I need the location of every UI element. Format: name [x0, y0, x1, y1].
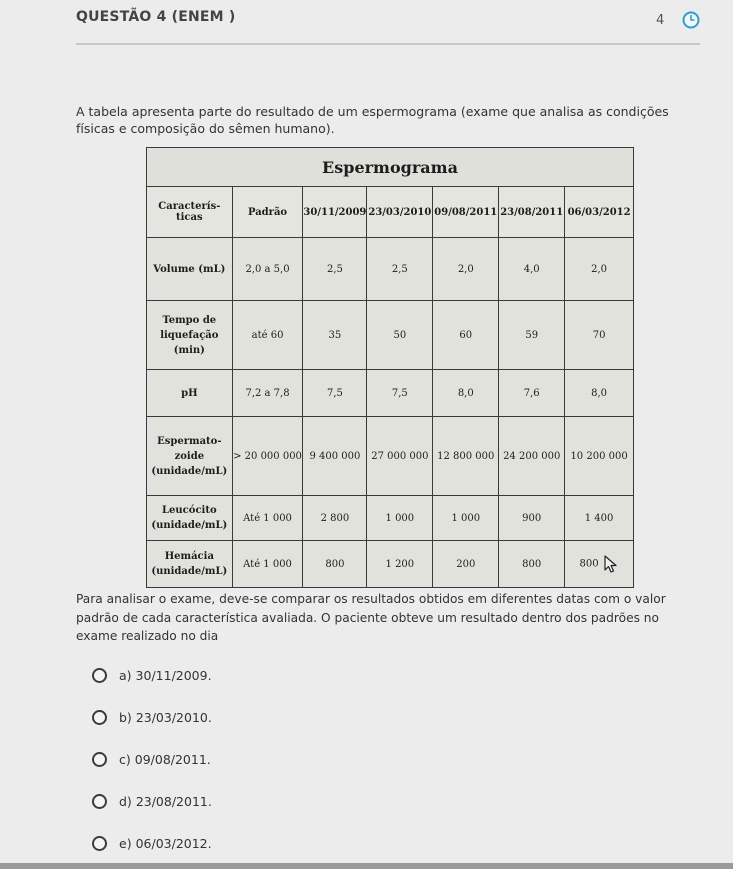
table-cell: 35: [303, 301, 367, 370]
espermograma-table: [146, 147, 634, 588]
option-text: 09/08/2011.: [134, 751, 211, 767]
espermograma-table-image: [146, 147, 634, 588]
table-cell: 60: [433, 301, 499, 370]
table-header-cell: 30/11/2009: [303, 187, 367, 238]
table-cell: 7,5: [367, 370, 433, 417]
table-header-cell: 23/08/2011: [499, 187, 565, 238]
option-letter: e): [119, 835, 132, 851]
table-cell: [565, 541, 634, 588]
table-cell: 9 400 000: [303, 417, 367, 496]
row-header: Hemácia (unidade/mL): [147, 541, 233, 588]
row-header: Leucócito (unidade/mL): [147, 496, 233, 541]
table-cell: 24 200 000: [499, 417, 565, 496]
table-caption: Espermograma: [147, 148, 634, 187]
table-cell: 2,0: [433, 238, 499, 301]
table-header-cell: 09/08/2011: [433, 187, 499, 238]
table-cell: 900: [499, 496, 565, 541]
table-cell: 8,0: [565, 370, 634, 417]
option-text: 30/11/2009.: [135, 667, 212, 683]
table-cell: 800: [303, 541, 367, 588]
table-cell: 7,5: [303, 370, 367, 417]
row-header: Tempo de liquefação (min): [147, 301, 233, 370]
table-cell: até 60: [232, 301, 303, 370]
table-cell: > 20 000 000: [232, 417, 303, 496]
table-cell: 2,5: [367, 238, 433, 301]
row-header: Volume (mL): [147, 238, 233, 301]
option-letter: c): [119, 751, 131, 767]
bottom-bar: [0, 863, 733, 869]
table-row: [147, 238, 634, 301]
option-c[interactable]: [92, 738, 212, 780]
table-cell: 2,0 a 5,0: [232, 238, 303, 301]
table-cell: 50: [367, 301, 433, 370]
table-cell: 27 000 000: [367, 417, 433, 496]
option-text: 06/03/2012.: [135, 835, 212, 851]
radio-button[interactable]: [92, 710, 107, 725]
table-cell: 1 000: [367, 496, 433, 541]
question-text: Para analisar o exame, deve-se comparar os resultados obtidos em diferentes datas com o valor padrão de cada característica avaliada. O paciente obteve um resultado dentro dos padrões no exame realizado no dia: [76, 592, 666, 643]
option-e[interactable]: [92, 822, 212, 864]
option-d[interactable]: [92, 780, 212, 822]
option-a[interactable]: [92, 654, 212, 696]
table-cell: 59: [499, 301, 565, 370]
option-letter: b): [119, 709, 132, 725]
row-header: pH: [147, 370, 233, 417]
table-cell: Até 1 000: [232, 496, 303, 541]
table-row: [147, 301, 634, 370]
table-header-cell: 06/03/2012: [565, 187, 634, 238]
radio-button[interactable]: [92, 752, 107, 767]
question-title: QUESTÃO 4 (ENEM ): [76, 9, 236, 25]
option-b[interactable]: [92, 696, 212, 738]
clock-icon[interactable]: [682, 11, 700, 29]
header-divider: [76, 43, 700, 45]
table-cell: 12 800 000: [433, 417, 499, 496]
table-cell: Até 1 000: [232, 541, 303, 588]
table-cell: 10 200 000: [565, 417, 634, 496]
table-cell: 800: [499, 541, 565, 588]
radio-button[interactable]: [92, 836, 107, 851]
table-cell: 8,0: [433, 370, 499, 417]
table-cell: 7,6: [499, 370, 565, 417]
table-cell: 1 400: [565, 496, 634, 541]
answer-options: [92, 654, 212, 864]
table-cell: 4,0: [499, 238, 565, 301]
table-row: [147, 417, 634, 496]
table-cell: 1 000: [433, 496, 499, 541]
table-row: [147, 541, 634, 588]
radio-button[interactable]: [92, 794, 107, 809]
table-cell: 2 800: [303, 496, 367, 541]
option-text: 23/08/2011.: [135, 793, 212, 809]
table-header-cell: 23/03/2010: [367, 187, 433, 238]
mouse-cursor-icon: [603, 555, 619, 573]
table-cell: 70: [565, 301, 634, 370]
table-row: [147, 496, 634, 541]
radio-button[interactable]: [92, 668, 107, 683]
intro-text: A tabela apresenta parte do resultado de um espermograma (exame que analisa as condições físicas e composição do sêmen humano).: [76, 104, 669, 136]
question-number: 4: [656, 13, 665, 28]
row-header: Espermato-zoide (unidade/mL): [147, 417, 233, 496]
option-text: 23/03/2010.: [135, 709, 212, 725]
table-cell: 2,5: [303, 238, 367, 301]
table-cell: 7,2 a 7,8: [232, 370, 303, 417]
table-cell: 2,0: [565, 238, 634, 301]
option-letter: d): [119, 793, 132, 809]
table-cell: 1 200: [367, 541, 433, 588]
table-cell: 200: [433, 541, 499, 588]
table-cell-value: 800: [579, 558, 599, 570]
option-letter: a): [119, 667, 132, 683]
table-row: [147, 370, 634, 417]
table-header-cell: Caracterís-ticas: [147, 187, 233, 238]
table-header-cell: Padrão: [232, 187, 303, 238]
